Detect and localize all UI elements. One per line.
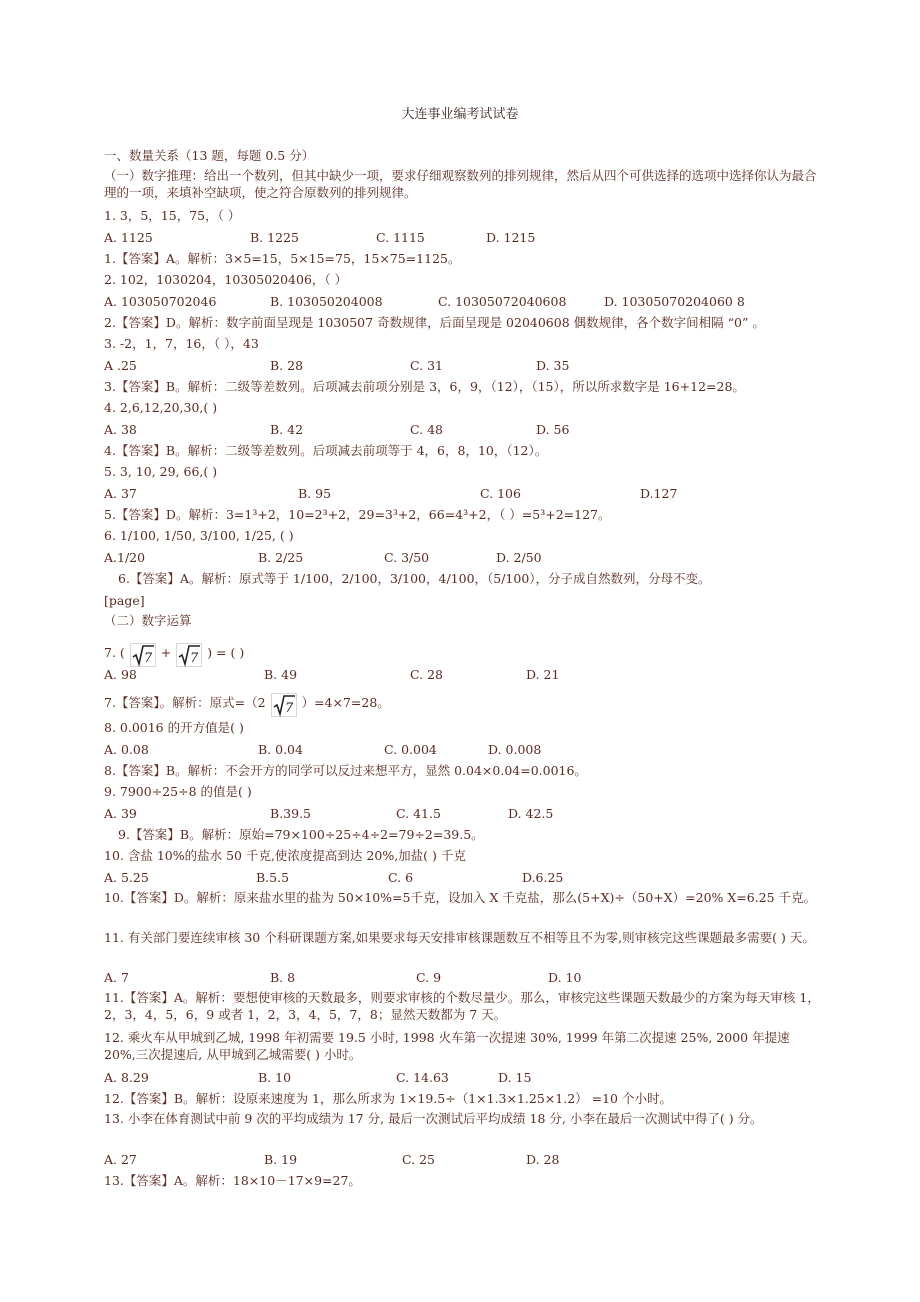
answer-9: 9.【答案】B。解析：原始=79×100÷25÷4÷2=79÷2=39.5。 — [118, 827, 484, 842]
answer-4: 4.【答案】B。解析：二级等差数列。后项减去前项等于 4，6，8，10，（12）。 — [104, 443, 548, 458]
option-c: C. 14.63 — [396, 1070, 449, 1085]
option-b: B. 103050204008 — [270, 294, 383, 309]
a7-text-end: ）=4×7=28。 — [301, 695, 390, 710]
option-c: C. 9 — [416, 970, 442, 985]
option-a: A. 27 — [104, 1152, 137, 1167]
question-12: 12. 乘火车从甲城到乙城, 1998 年初需要 19.5 小时, 1998 火车第一次提速 30%, 1999 年第二次提速 25%, 2000 年提速 20%,三次提速后, 从甲城到乙城需要( ) 小时。 — [104, 1030, 790, 1062]
option-b: B. 28 — [270, 358, 304, 373]
option-d: D. 28 — [526, 1152, 560, 1167]
question-4: 4. 2,6,12,20,30,( ) — [104, 400, 218, 415]
question-2: 2. 102，1030204，10305020406，（ ） — [104, 272, 348, 287]
question-1: 1. 3，5，15，75，（ ） — [104, 208, 241, 223]
question-6: 6. 1/100, 1/50, 3/100, 1/25, ( ) — [104, 528, 294, 543]
option-a: A. 37 — [104, 486, 137, 501]
answer-8: 8.【答案】B。解析：不会开方的同学可以反过来想平方，显然 0.04×0.04=0.0016。 — [104, 763, 587, 778]
answer-10: 10.【答案】D。解析：原来盐水里的盐为 50×10%=5千克，设加入 X 千克盐，那么(5+X)÷（50+X）=20% X=6.25 千克。 — [104, 890, 817, 905]
page-title: 大连事业编考试试卷 — [401, 107, 519, 122]
option-d: D. 21 — [526, 667, 560, 682]
option-d: D. 35 — [536, 358, 570, 373]
option-d: D.6.25 — [522, 870, 564, 885]
q7-close: ) = ( ) — [207, 645, 245, 660]
section-heading: 一、数量关系（13 题，每题 0.5 分） — [104, 148, 315, 163]
option-a: A. 0.08 — [104, 742, 149, 757]
option-d: D. 42.5 — [508, 806, 554, 821]
option-b: B. 19 — [264, 1152, 298, 1167]
answer-6: 6.【答案】A。解析：原式等于 1/100，2/100，3/100，4/100，（5/100），分子成自然数列，分母不变。 — [118, 571, 711, 586]
answer-7 — [104, 690, 820, 718]
option-b: B. 1225 — [250, 230, 299, 245]
option-b: B. 8 — [270, 970, 296, 985]
square-root-7-icon — [271, 693, 297, 717]
q7-plus: + — [160, 645, 172, 660]
option-c: C. 10305072040608 — [438, 294, 567, 309]
option-a: A. 5.25 — [104, 870, 149, 885]
question-7 — [104, 640, 820, 668]
square-root-7-icon — [176, 643, 202, 667]
option-d: D.127 — [640, 486, 678, 501]
answer-1: 1.【答案】A。解析：3×5=15，5×15=75，15×75=1125。 — [104, 251, 461, 266]
option-a: A. 7 — [104, 970, 129, 985]
option-a: A. 1125 — [104, 230, 153, 245]
a7-text-start: 7.【答案】。解析：原式=（2 — [104, 695, 266, 710]
answer-12: 12.【答案】B。解析：设原来速度为 1，那么所求为 1×19.5÷（1×1.3×1.25×1.2） =10 个小时。 — [104, 1091, 672, 1106]
option-c: C. 31 — [410, 358, 443, 373]
option-a: A. 103050702046 — [104, 294, 217, 309]
option-b: B. 2/25 — [258, 550, 304, 565]
question-5: 5. 3, 10, 29, 66,( ) — [104, 464, 218, 479]
question-9: 9. 7900÷25÷8 的值是( ) — [104, 784, 252, 799]
option-c: C. 48 — [410, 422, 443, 437]
option-a: A. 38 — [104, 422, 137, 437]
option-c: C. 41.5 — [396, 806, 441, 821]
option-b: B. 42 — [270, 422, 304, 437]
answer-11: 11.【答案】A。解析：要想使审核的天数最多，则要求审核的个数尽量少。那么，审核完这些课题天数最少的方案为每天审核 1，2，3，4，5，6，9 或者 1，2，3，4，5，7，8；显然天数都为 7 天。 — [104, 990, 820, 1022]
option-b: B. 10 — [258, 1070, 292, 1085]
q7-open: 7. ( — [104, 645, 125, 660]
option-c: C. 25 — [402, 1152, 435, 1167]
question-11: 11. 有关部门要连续审核 30 个科研课题方案,如果要求每天安排审核课题数互不相等且不为零,则审核完这些课题最多需要( ) 天。 — [104, 930, 815, 945]
option-a: A. 39 — [104, 806, 137, 821]
option-c: C. 6 — [388, 870, 414, 885]
subsection-heading: （二）数字运算 — [104, 613, 192, 628]
page-break-marker: [page] — [104, 593, 145, 608]
option-d: D. 2/50 — [496, 550, 542, 565]
option-c: C. 3/50 — [384, 550, 430, 565]
question-3: 3. -2，1，7，16，（ ），43 — [104, 336, 259, 351]
question-13: 13. 小李在体育测试中前 9 次的平均成绩为 17 分, 最后一次测试后平均成绩 18 分, 小李在最后一次测试中得了( ) 分。 — [104, 1111, 763, 1126]
option-a: A .25 — [104, 358, 137, 373]
option-b: B.5.5 — [256, 870, 290, 885]
option-c: C. 1115 — [376, 230, 425, 245]
option-b: B. 0.04 — [258, 742, 303, 757]
option-a: A. 8.29 — [104, 1070, 149, 1085]
option-d: D. 15 — [498, 1070, 532, 1085]
option-d: D. 0.008 — [488, 742, 542, 757]
option-b: B. 95 — [298, 486, 332, 501]
answer-5: 5.【答案】D。解析：3=1³+2，10=2³+2，29=3³+2，66=4³+2，（ ）=5³+2=127。 — [104, 507, 611, 522]
question-8: 8. 0.0016 的开方值是( ) — [104, 720, 244, 735]
svg-text:7: 7 — [284, 701, 293, 716]
option-a: A. 98 — [104, 667, 137, 682]
question-10: 10. 含盐 10%的盐水 50 千克,使浓度提高到达 20%,加盐( ) 千克 — [104, 848, 466, 863]
square-root-7-icon — [130, 643, 156, 667]
svg-text:7: 7 — [143, 651, 153, 666]
svg-text:7: 7 — [190, 651, 199, 666]
option-b: B.39.5 — [270, 806, 311, 821]
answer-3: 3.【答案】B。解析：二级等差数列。后项减去前项分别是 3，6，9，（12），（15），所以所求数字是 16+12=28。 — [104, 379, 745, 394]
option-c: C. 106 — [480, 486, 521, 501]
option-c: C. 0.004 — [384, 742, 437, 757]
answer-13: 13.【答案】A。解析：18×10－17×9=27。 — [104, 1173, 361, 1188]
answer-2: 2.【答案】D。解析：数字前面呈现是 1030507 奇数规律，后面呈现是 02040608 偶数规律，各个数字间相隔 “0” 。 — [104, 315, 765, 330]
subsection-instructions: （一）数字推理：给出一个数列，但其中缺少一项，要求仔细观察数列的排列规律，然后从四个可供选择的选项中选择你认为最合理的一项，来填补空缺项，使之符合原数列的排列规律。 — [104, 168, 817, 200]
option-d: D. 1215 — [486, 230, 536, 245]
option-c: C. 28 — [410, 667, 443, 682]
option-d: D. 10305070204060 8 — [604, 294, 745, 309]
option-d: D. 10 — [548, 970, 582, 985]
option-d: D. 56 — [536, 422, 570, 437]
option-b: B. 49 — [264, 667, 298, 682]
option-a: A.1/20 — [104, 550, 146, 565]
